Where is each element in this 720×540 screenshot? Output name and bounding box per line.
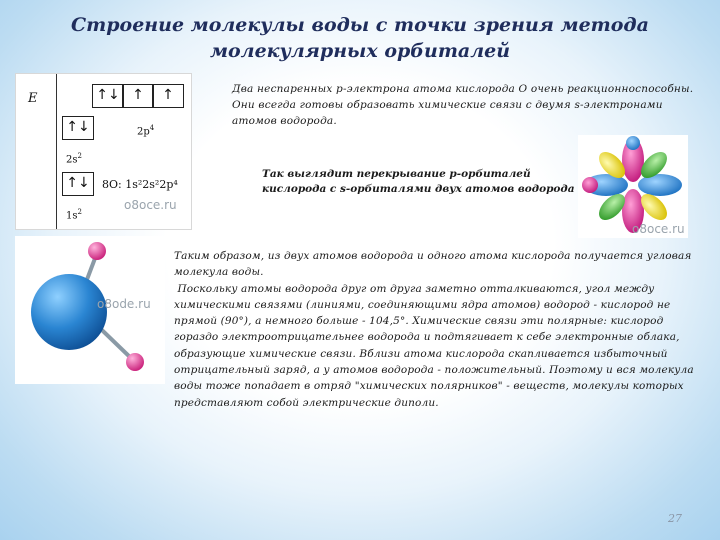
- title-line-2: молекулярных орбиталей: [209, 40, 511, 62]
- label-1s: $1s^2$: [66, 208, 82, 222]
- title-line-1: Строение молекулы воды с точки зрения метода: [71, 14, 649, 36]
- water-molecule-illustration: [15, 236, 165, 384]
- paragraph-3-part-1: Таким образом, из двух атомов водорода и одного атома кислорода получается угловая молекула воды.: [174, 250, 692, 279]
- energy-axis: [56, 74, 57, 229]
- oxygen-atom: [31, 274, 107, 350]
- hydrogen-s-orbital-1: [582, 177, 598, 193]
- orbital-box-1s: ↑↓: [62, 172, 94, 196]
- orbital-overlap-illustration: [578, 135, 688, 238]
- paragraph-2: [262, 167, 582, 197]
- label-2p: $2p^4$: [137, 124, 155, 138]
- page-number: 27: [668, 512, 682, 525]
- orbital-box-2s: ↑↓: [62, 116, 94, 140]
- energy-level-diagram: [15, 73, 192, 230]
- paragraph-2-line-2: кислорода с s-орбиталями двух атомов водорода: [262, 183, 575, 195]
- paragraph-3-part-2: Поскольку атомы водорода друг от друга заметно отталкиваются, угол между химическими связями (линиями, соединяющими ядра атомов) водород - кислород не прямой (90°), а немного больше - 104,5°. Химические связи эти полярные: кислород гораздо электроотрицательнее водорода и подтягивает к себе электронные облака, образующие химические связи. Вблизи атома кислорода скапливается избыточный отрицательный заряд, а у атомов водорода - положительный. Поэтому и вся молекула воды тоже попадает в отряд "химических полярников" - веществ, молекулы которых представляют собой электрические диполи.: [174, 282, 698, 409]
- hydrogen-atom-2: [126, 353, 144, 371]
- paragraph-3: [174, 248, 704, 411]
- energy-axis-label: E: [28, 91, 38, 106]
- diagram-watermark: o8oce.ru: [124, 198, 177, 212]
- hydrogen-atom-1: [88, 242, 106, 260]
- orbital-box-2p-2: ↑: [122, 84, 154, 108]
- paragraph-2-line-1: Так выглядит перекрывание р-орбиталей: [262, 168, 531, 180]
- slide-title: [60, 12, 660, 64]
- electron-configuration: 8O: 1s²2s²2p⁴: [102, 178, 178, 191]
- orbital-box-2p-3: ↑: [152, 84, 184, 108]
- water-molecule-image: [15, 236, 165, 384]
- orbital-overlap-image: [578, 135, 688, 238]
- orbital-box-2p-1: ↑↓: [92, 84, 124, 108]
- label-2s: $2s^2$: [66, 152, 82, 166]
- orbital-watermark: o8oce.ru: [632, 222, 685, 236]
- paragraph-1: Два неспаренных р-электрона атома кислорода О очень реакционноспособны. Они всегда готовы образовать химические связи с двумя s-электронами атомов водорода.: [232, 83, 694, 127]
- molecule-watermark: o8ode.ru: [97, 297, 151, 311]
- hydrogen-s-orbital-2: [626, 136, 640, 150]
